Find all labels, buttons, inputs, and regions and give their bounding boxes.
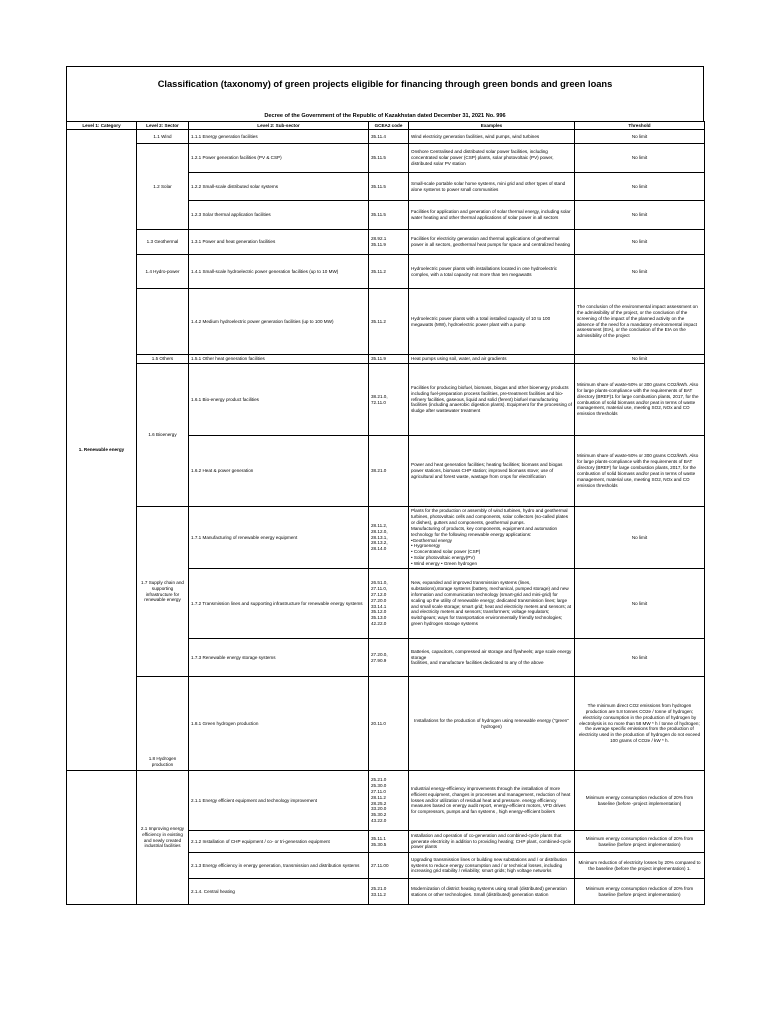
threshold-cell: No limit: [575, 569, 705, 639]
sector-cell: 1.8 Hydrogen production: [137, 677, 189, 771]
table-row: [67, 289, 705, 355]
subsector-cell: 1.6.2 Heat & power generation: [189, 436, 369, 507]
examples-cell: Hydroelectric power plants with a total installed capacity of 10 to 100 megawatts (MW), hydroelectric power plant with a pump: [409, 289, 575, 355]
code-cell: 25.21.0 33.11.2: [369, 879, 409, 905]
examples-cell: Hydroelectric power plants with installations located in one hydroelectric complex, with a total capacity not more than ten megawatts: [409, 255, 575, 289]
header-code: GCEA2 code: [369, 122, 409, 130]
threshold-cell: Minimum energy consumption reduction of 20% from baseline (before project implementation): [575, 831, 705, 853]
examples-cell: Upgrading transmission lines or building new substations and / or distribution systems to reduce energy consumption and / or technical losses, including increasing grid stability / reliability; smart grids; high voltage networks: [409, 853, 575, 879]
code-cell: 27.20.0, 27.90.9: [369, 639, 409, 677]
code-cell: 35.11.2: [369, 255, 409, 289]
examples-cell: Power and heat generation facilities; heating facilities; biomass and biogas power stations, biomass CHP station; improved biomass stove; use of agricultural and forest waste, wastage from crops for electrification: [409, 436, 575, 507]
examples-cell: Wind electricity generation facilities, wind pumps, wind turbines: [409, 130, 575, 144]
code-cell: 35.11.9: [369, 355, 409, 364]
examples-cell: Installations for the production of hydrogen using renewable energy ("green" hydrogen): [409, 677, 575, 771]
document-title: Classification (taxonomy) of green projects eligible for financing through green bonds and green loans: [66, 66, 704, 101]
code-cell: 35.11.2: [369, 289, 409, 355]
threshold-cell: Minimum energy consumption reduction of 20% from baseline (before project implementation): [575, 879, 705, 905]
sector-cell: 1.4 Hydro-power: [137, 255, 189, 289]
table-row: [67, 230, 705, 255]
header-sector: Level 2: Sector: [137, 122, 189, 130]
header-threshold: Threshold: [575, 122, 705, 130]
table-row: [67, 677, 705, 771]
table-row: [67, 364, 705, 436]
threshold-cell: No limit: [575, 507, 705, 569]
subsector-cell: 2.1.1 Energy efficient equipment and technology improvement: [189, 771, 369, 831]
sector-cell: 1.1 Wind: [137, 130, 189, 144]
threshold-cell: Minimum share of waste-50% or 300 grams CO2/kWh. Also for large plants-compliance with the requirements of BAT directory (BREF) for large combustion plants, 2017, for the combustion of solid biomass and/or peat in terms of waste management, material use, meeting SO2, NOx and CO emission thresholds: [575, 436, 705, 507]
subsector-cell: 1.3.1 Power and heat generation facilities: [189, 230, 369, 255]
code-cell: 38.21.0, 72.11.0: [369, 364, 409, 436]
document-page: [66, 66, 704, 905]
examples-cell: Modernization of district heating systems using small (distributed) generation stations or other technologies. Small (distributed) generation station: [409, 879, 575, 905]
sector-cell: 1.6 Bioenergy: [137, 364, 189, 507]
threshold-cell: No limit: [575, 130, 705, 144]
header-subsector: Level 2: Sub-sector: [189, 122, 369, 130]
code-cell: 25.21.0 25.30.0 27.11.0 28.11.2 28.25.2 33.20.0 35.30.2 43.22.0: [369, 771, 409, 831]
threshold-cell: No limit: [575, 255, 705, 289]
table-row: [67, 130, 705, 144]
code-cell: 35.11.5: [369, 173, 409, 201]
decree-subtitle: Decree of the Government of the Republic of Kazakhstan dated December 31, 2021 No. 996: [66, 101, 704, 121]
sector-cell: 1.2 Solar: [137, 144, 189, 230]
examples-cell: Small-scale portable solar home systems, mini grid and other types of stand alone systems to power small communities: [409, 173, 575, 201]
code-cell: 35.11.5: [369, 201, 409, 230]
examples-cell: Facilities for application and generation of solar thermal energy, including solar water heating and other thermal applications of solar power in all sectors: [409, 201, 575, 230]
code-cell: 26.51.0, 27.11.0, 27.12.0 27.20.0 33.14.1 35.12.0 35.13.0 42.22.0: [369, 569, 409, 639]
examples-cell: Onshore Centralised and distributed solar power facilities, including concentrated solar power (CSP) plants, solar photovoltaic (PV) power, distributed solar PV station: [409, 144, 575, 173]
subsector-cell: 1.2.3 Solar thermal application facilities: [189, 201, 369, 230]
examples-cell: Industrial energy-efficiency improvements through the installation of more efficient equipment, changes in processes and management, reduction of heat losses and/or utilization of residual heat and pressure. energy efficiency measures based on energy audit report, energy-efficient motors, VFD drives for compressors, pumps and fan systems , high energy-efficient boilers: [409, 771, 575, 831]
header-category: Level 1: Category: [67, 122, 137, 130]
subsector-cell: 1.4.2 Medium hydroelectric power generation facilities (up to 100 MW): [189, 289, 369, 355]
sector-cell: 1.7 Supply chain and supporting infrastructure for renewable energy: [137, 507, 189, 677]
subsector-cell: 2.1.4. Central heating: [189, 879, 369, 905]
sector-cell: [137, 289, 189, 355]
subsector-cell: 1.6.1 Bio-energy product facilities: [189, 364, 369, 436]
code-cell: 28.92.1 35.11.9: [369, 230, 409, 255]
examples-cell: Batteries, capacitors, compressed air storage and flywheels; arge scale energy storage facilities, and manufacture facilities dedicated to any of the above: [409, 639, 575, 677]
code-cell: 38.21.0: [369, 436, 409, 507]
examples-cell: Facilities for electricity generation and thermal applications of geothermal power in all sectors, geothermal heat pumps for space and centralized heating: [409, 230, 575, 255]
examples-cell: New, expanded and improved transmission systems (lines, substations),storage systems (battery, mechanical, pumped storage) and new information and communication technology (smart-grid and mini-grid) for scaling up the utility of renewable energy; dedicated transmission lines; large and small scale storage; smart grid; heat and electricity meters and sensors; at and electricity meters and sensors; transformers; voltage regulators; switchgears; ways for transportation environmentally friendly technologies; green hydrogen storage systems: [409, 569, 575, 639]
sector-cell: 1.3 Geothermal: [137, 230, 189, 255]
code-cell: 27.11.00: [369, 853, 409, 879]
sector-cell: 1.5 Others: [137, 355, 189, 364]
threshold-cell: No limit: [575, 230, 705, 255]
examples-cell: Installation and operation of co-generation and combined-cycle plants that generate electricity in addition to providing heating; CHP plant, combined-cycle power plants: [409, 831, 575, 853]
taxonomy-table: [66, 121, 705, 905]
table-header-row: [67, 122, 705, 130]
category-cell: [67, 771, 137, 905]
examples-cell: Heat pumps using soil, water, and air gradients: [409, 355, 575, 364]
threshold-cell: Minimum energy consumption reduction of 20% from baseline (before -project implementation): [575, 771, 705, 831]
code-cell: 35.11.1 35.30.5: [369, 831, 409, 853]
table-row: [67, 355, 705, 364]
subsector-cell: 2.1.2 Installation of CHP equipment / co- or tri-generation equipment: [189, 831, 369, 853]
subsector-cell: 1.8.1 Green hydrogen production: [189, 677, 369, 771]
threshold-cell: The minimum direct CO2 emissions from hydrogen production are 5.8 tonnes CO2e / tonne of hydrogen; electricity consumption in the production of hydrogen by electrolysis is no more than 58 MW * h / tonne of hydrogen; the average specific emissions from the production of electricity used in the production of hydrogen do not exceed 100 grams of CO2e / kW * h.: [575, 677, 705, 771]
threshold-cell: The conclusion of the environmental impact assessment on the admissibility of the project, or the conclusion of the screening of the impact of the planned activity on the absence of the need for a mandatory environmental impact assessment (EIA), or the conclusion of the EIA on the admissibility of the project: [575, 289, 705, 355]
table-row: [67, 255, 705, 289]
table-row: [67, 771, 705, 831]
header-examples: Examples: [409, 122, 575, 130]
code-cell: 35.11.5: [369, 144, 409, 173]
threshold-cell: Minimum share of waste-50% or 300 grams CO2/kWh. Also for large plants-compliance with the requirements of BAT directory (BREF)1 for large combustion plants, 2017, for the combustion of solid biomass and/or peat in terms of waste management, material use, meeting SO2, NOx and CO emission thresholds: [575, 364, 705, 436]
examples-cell: Plants for the production or assembly of wind turbines, hydro and geothermal turbines, photovoltaic cells and components, solar collectors (so-called plates or dishes), gutters and components, geothermal pumps. Manufacturing of products, key components, equipment and automation technology for the following renewable energy applications: •Geothermal energy • Hygroenergy • Concentrated solar power (CSP) • Solar photovoltaic energy(PV) • Wind energy • Green hydrogen: [409, 507, 575, 569]
subsector-cell: 1.5.1 Other heat generation facilities: [189, 355, 369, 364]
subsector-cell: 1.7.1 Manufacturing of renewable energy equipment: [189, 507, 369, 569]
code-cell: 28.11.2, 28.12.0, 28.13.1, 28.13.2, 28.14.0: [369, 507, 409, 569]
sector-cell: 2.1 Improving energy efficiency in existing and newly created industrial facilities: [137, 771, 189, 905]
subsector-cell: 1.7.2 Transmission lines and supporting infrastructure for renewable energy systems: [189, 569, 369, 639]
subsector-cell: 1.2.1 Power generation facilities (PV & CSP): [189, 144, 369, 173]
code-cell: 20.11.0: [369, 677, 409, 771]
threshold-cell: No limit: [575, 639, 705, 677]
table-row: [67, 507, 705, 569]
subsector-cell: 1.4.1 Small-scale hydroelectric power generation facilities (up to 10 MW): [189, 255, 369, 289]
subsector-cell: 1.2.2 Small-scale distributed solar systems: [189, 173, 369, 201]
threshold-cell: No limit: [575, 144, 705, 173]
threshold-cell: No limit: [575, 355, 705, 364]
threshold-cell: No limit: [575, 173, 705, 201]
category-cell: 1. Renewable energy: [67, 130, 137, 771]
threshold-cell: No limit: [575, 201, 705, 230]
examples-cell: Facilities for producing biofuel, biomass, biogas and other bioenergy products including fuel-preparation process facilities, pre-treatment facilities and bio-refinery facilities, gaseous, liquid and solid (ferent) biofuel manufacturing facilities (including anaerobic digestion plants). Equipment for the processing of sludge after wastewater treatment: [409, 364, 575, 436]
threshold-cell: Minimum reduction of electricity losses by 20% compared to the baseline (before the project implementation) 1.: [575, 853, 705, 879]
code-cell: 35.11.4: [369, 130, 409, 144]
table-row: [67, 144, 705, 173]
subsector-cell: 1.7.3 Renewable energy storage systems: [189, 639, 369, 677]
subsector-cell: 2.1.3 Energy efficiency in energy generation, transmission and distribution systems: [189, 853, 369, 879]
subsector-cell: 1.1.1 Energy generation facilities: [189, 130, 369, 144]
